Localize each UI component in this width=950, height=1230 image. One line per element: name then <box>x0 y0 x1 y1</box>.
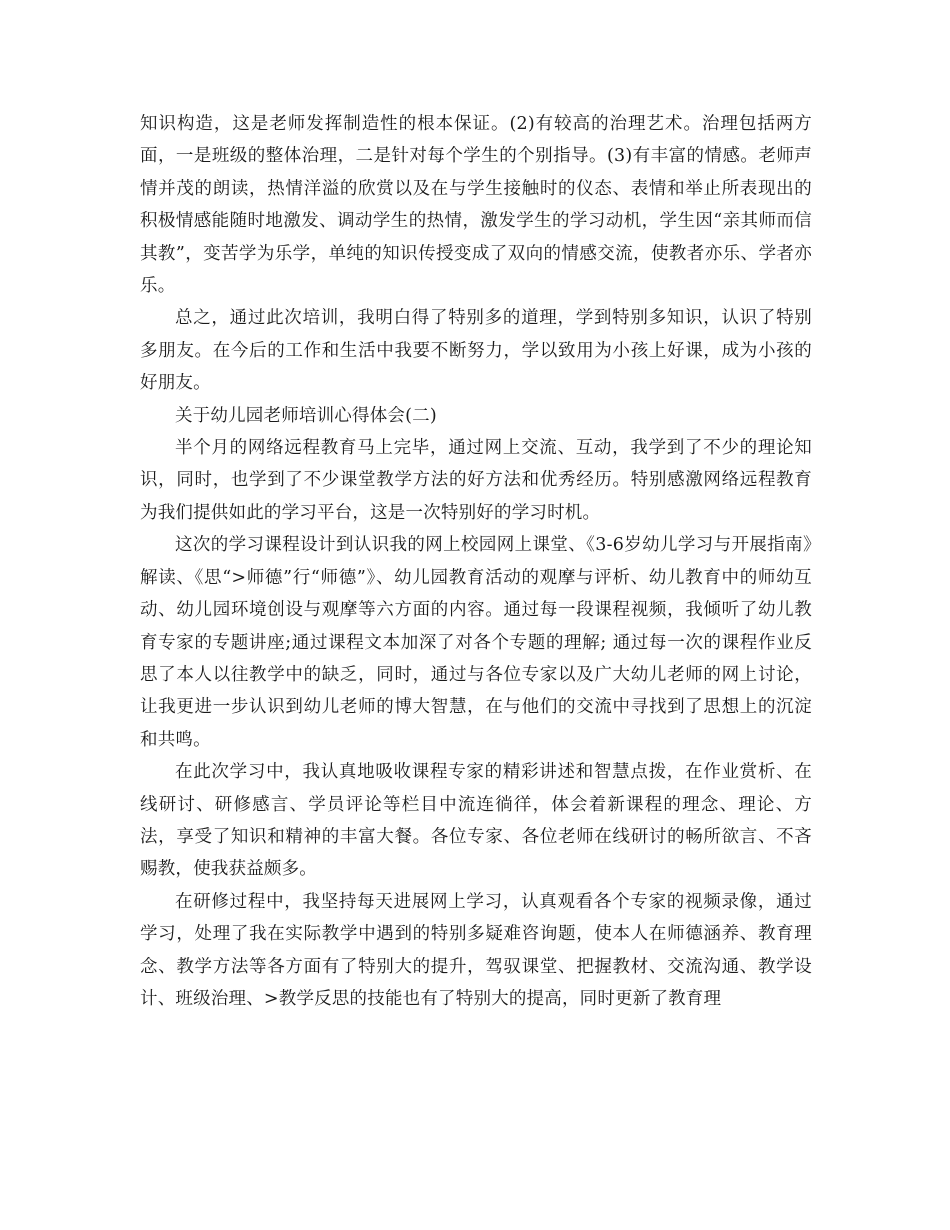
document-page <box>140 108 812 1015</box>
section-heading: 关于幼儿园老师培训心得体会(二) <box>175 405 437 426</box>
paragraph-5: 在此次学习中，我认真地吸收课程专家的精彩讲述和智慧点拨，在作业赏析、在线研讨、研修感言、学员评论等栏目中流连徜徉，体会着新课程的理念、理论、方法，享受了知识和精神的丰富大餐。各位专家、各位老师在线研讨的畅所欲言、不吝赐教，使我获益颇多。 <box>140 762 812 880</box>
paragraph-1: 知识构造，这是老师发挥制造性的根本保证。(2)有较高的治理艺术。治理包括两方面，一是班级的整体治理，二是针对每个学生的个别指导。(3)有丰富的情感。老师声情并茂的朗读，热情洋溢的欣赏以及在与学生接触时的仪态、表情和举止所表现出的积极情感能随时地激发、调动学生的热情，激发学生的学习动机，学生因“亲其师而信其教”，变苦学为乐学，单纯的知识传授变成了双向的情感交流，使教者亦乐、学者亦乐。 <box>140 114 812 297</box>
paragraph-6: 在研修过程中，我坚持每天进展网上学习，认真观看各个专家的视频录像，通过学习，处理了我在实际教学中遇到的特别多疑难咨询题，使本人在师德涵养、教育理念、教学方法等各方面有了特别大的提升，驾驭课堂、把握教材、交流沟通、教学设计、班级治理、>教学反思的技能也有了特别大的提高，同时更新了教育理 <box>140 891 812 1009</box>
paragraph-3: 半个月的网络远程教育马上完毕，通过网上交流、互动，我学到了不少的理论知识，同时，也学到了不少课堂教学方法的好方法和优秀经历。特别感激网络远程教育为我们提供如此的学习平台，这是一次特别好的学习时机。 <box>140 438 812 523</box>
paragraph-2: 总之，通过此次培训，我明白得了特别多的道理，学到特别多知识，认识了特别多朋友。在今后的工作和生活中我要不断努力，学以致用为小孩上好课，成为小孩的好朋友。 <box>140 308 812 394</box>
paragraph-4: 这次的学习课程设计到认识我的网上校园网上课堂、《3-6岁幼儿学习与开展指南》解读、《思“>师德”行“师德”》、幼儿园教育活动的观摩与评析、幼儿教育中的师幼互动、幼儿园环境创设与观摩等六方面的内容。通过每一段课程视频，我倾听了幼儿教育专家的专题讲座;通过课程文本加深了对各个专题的理解; 通过每一次的课程作业反思了本人以往教学中的缺乏，同时，通过与各位专家以及广大幼儿老师的网上讨论，让我更进一步认识到幼儿老师的博大智慧，在与他们的交流中寻找到了思想上的沉淀和共鸣。 <box>140 535 812 750</box>
